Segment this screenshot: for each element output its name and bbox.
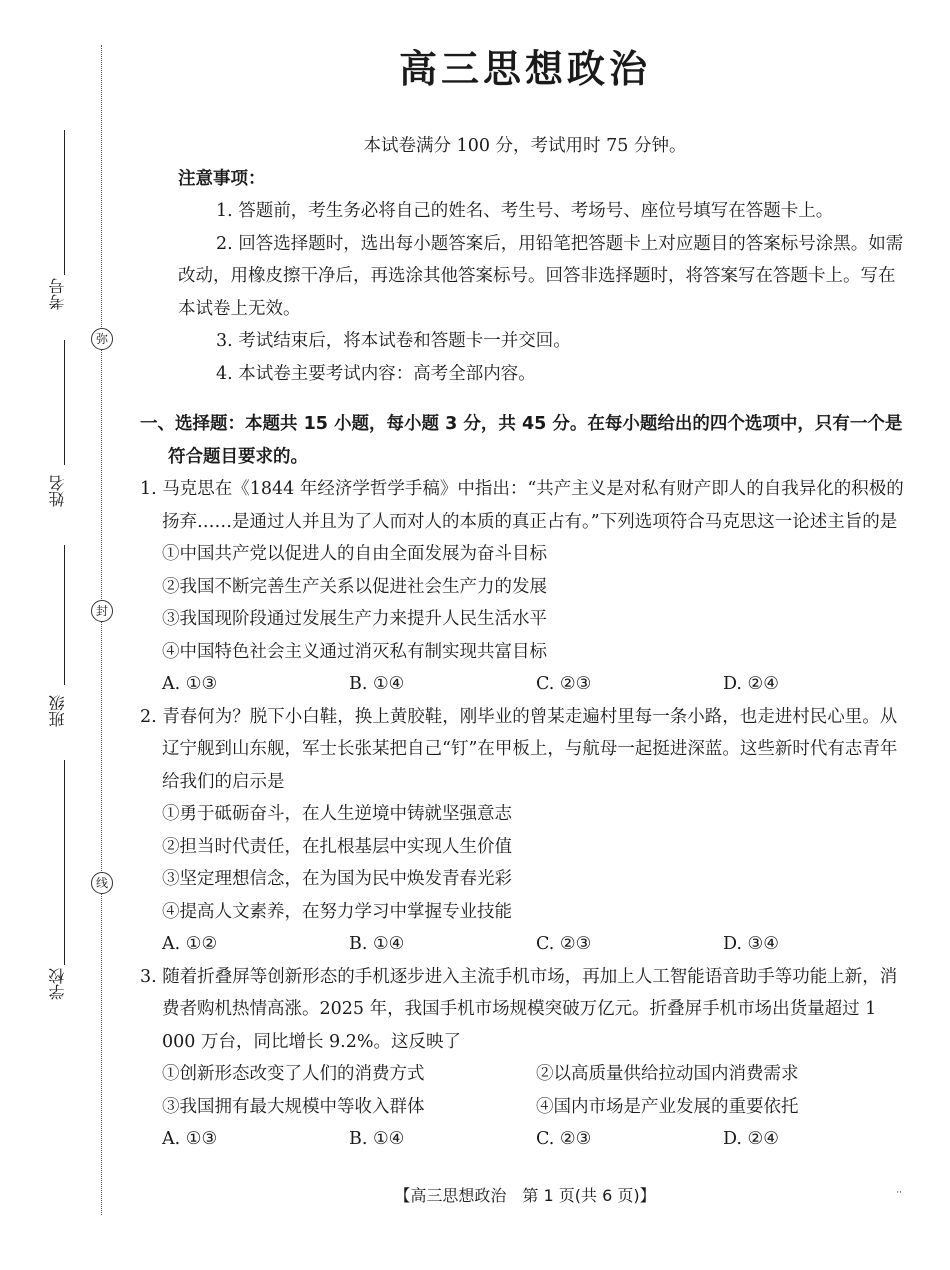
choice-a: A. ①③: [162, 1129, 218, 1149]
choice-c: C. ②③: [536, 1129, 592, 1149]
class-line: [64, 545, 65, 685]
binding-strip: [0, 0, 130, 1270]
question-2-option: ②担当时代责任，在扎根基层中实现人生价值: [162, 836, 512, 857]
class-label: 班级: [48, 695, 67, 727]
question-3-option: ①创新形态改变了人们的消费方式: [162, 1064, 425, 1084]
name-line: [64, 340, 65, 465]
choice-c: C. ②③: [536, 674, 592, 694]
question-1-option: ④中国特色社会主义通过消灭私有制实现共富目标: [162, 641, 547, 662]
exam-number-line: [64, 130, 65, 275]
choice-d: D. ②④: [723, 1129, 779, 1149]
question-3-option: ③我国拥有最大规模中等收入群体: [162, 1096, 425, 1117]
question-3-options-row: [140, 1058, 910, 1091]
exam-info: 本试卷满分 100 分，考试用时 75 分钟。: [363, 136, 687, 156]
question-1-option: ③我国现阶段通过发展生产力来提升人民生活水平: [162, 609, 547, 629]
corner-mark: ··: [896, 1188, 902, 1198]
question-2-choices: [140, 928, 910, 961]
seal-mark-mi: 弥: [91, 328, 113, 350]
question-3-stem: 3. 随着折叠屏等创新形态的手机逐步进入主流手机市场，再加上人工智能语音助手等功能上新，消费者购机热情高涨。2025 年，我国手机市场规模突破万亿元。折叠屏手机市场出货量超过 1 000 万台，同比增长 9.2%。这反映了: [140, 966, 898, 1052]
question-1-option: ②我国不断完善生产关系以促进社会生产力的发展: [162, 576, 547, 597]
choice-b: B. ①④: [349, 674, 405, 694]
question-1-choices: [140, 668, 910, 701]
choice-a: A. ①②: [162, 934, 218, 954]
question-2-option: ④提高人文素养，在努力学习中掌握专业技能: [162, 901, 512, 922]
seal-dotted-line: [101, 45, 102, 1215]
name-label: 姓名: [48, 475, 67, 507]
choice-d: D. ③④: [723, 934, 779, 954]
notice-item: 4. 本试卷主要考试内容：高考全部内容。: [216, 363, 536, 384]
question-2-option: ①勇于砥砺奋斗，在人生逆境中铸就坚强意志: [162, 804, 512, 824]
seal-mark-feng: 封: [91, 600, 113, 622]
section-heading: 一、选择题：本题共 15 小题，每小题 3 分，共 45 分。在每小题给出的四个选项中，只有一个是符合题目要求的。: [140, 414, 903, 467]
notice-item: 2. 回答选择题时，选出每小题答案后，用铅笔把答题卡上对应题目的答案标号涂黑。如需改动，用橡皮擦干净后，再选涂其他答案标号。回答非选择题时，将答案写在答题卡上。写在本试卷上无效。: [178, 233, 904, 319]
question-1-stem: 1. 马克思在《1844 年经济学哲学手稿》中指出：“共产主义是对私有财产即人的自我异化的积极的扬弃……是通过人并且为了人而对人的本质的真正占有。”下列选项符合马克思这一论述主旨的是: [140, 479, 904, 532]
exam-number-label: 考号: [48, 278, 67, 310]
school-line: [64, 760, 65, 965]
notice-heading: 注意事项：: [178, 168, 266, 189]
question-2-stem: 2. 青春何为？脱下小白鞋，换上黄胶鞋，刚毕业的曾某走遍村里每一条小路，也走进村民心里。从辽宁舰到山东舰，军士长张某把自己“钉”在甲板上，与航母一起挺进深蓝。这些新时代有志青年给我们的启示是: [140, 706, 898, 792]
question-3-option: ④国内市场是产业发展的重要依托: [536, 1096, 799, 1117]
notice-item: 1. 答题前，考生务必将自己的姓名、考生号、考场号、座位号填写在答题卡上。: [216, 201, 834, 221]
choice-c: C. ②③: [536, 934, 592, 954]
question-3-option: ②以高质量供给拉动国内消费需求: [536, 1064, 799, 1084]
notice-item: 3. 考试结束后，将本试卷和答题卡一并交回。: [216, 331, 571, 351]
question-3-options-row: [140, 1091, 910, 1124]
seal-mark-xian: 线: [91, 872, 113, 894]
choice-d: D. ②④: [723, 674, 779, 694]
page-title: 高三思想政治: [398, 47, 651, 91]
choice-b: B. ①④: [349, 934, 405, 954]
exam-content: [140, 130, 910, 1156]
question-2-option: ③坚定理想信念，在为国为民中焕发青春光彩: [162, 869, 512, 889]
page-footer: 【高三思想政治 第 1 页(共 6 页)】: [394, 1186, 656, 1205]
choice-a: A. ①③: [162, 674, 218, 694]
question-1-option: ①中国共产党以促进人的自由全面发展为奋斗目标: [162, 544, 547, 564]
school-label: 学校: [48, 968, 67, 1000]
question-3-choices: [140, 1123, 910, 1156]
choice-b: B. ①④: [349, 1129, 405, 1149]
